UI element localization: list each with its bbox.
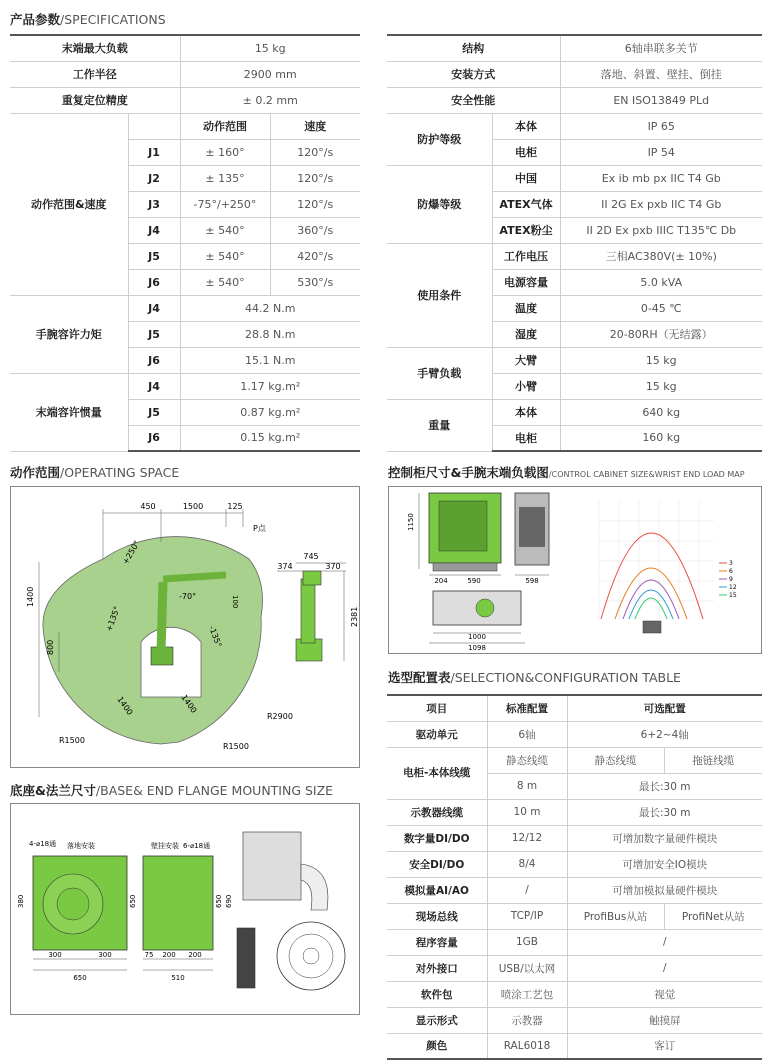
dim-100: 100 [231, 595, 239, 609]
dim-2381: 2381 [350, 606, 359, 627]
holes-4: 4-⌀18通 [29, 840, 57, 848]
base-flange-diagram [10, 803, 360, 1015]
load-legend [719, 560, 737, 599]
svg-text:9: 9 [729, 576, 733, 583]
radius-1500-right: R1500 [223, 742, 249, 751]
dim-1500: 1500 [182, 502, 204, 511]
base-wall-view [143, 856, 213, 950]
dim-1150: 1150 [407, 513, 415, 531]
svg-text:3: 3 [729, 560, 733, 567]
svg-text:15: 15 [729, 592, 737, 599]
dim-1400-right: 1400 [179, 692, 199, 715]
specs-title: 产品参数/SPECIFICATIONS [10, 12, 166, 27]
flange-side [237, 928, 255, 988]
dim-650-v: 650 [129, 894, 137, 908]
dim-380: 380 [17, 894, 25, 908]
angle-minus-70: -70° [179, 592, 197, 601]
dim-374: 374 [277, 562, 293, 571]
dim-125: 125 [227, 502, 243, 511]
wrist-flange [643, 621, 661, 633]
lower-arm [161, 582, 163, 652]
dim-200-a: 200 [162, 951, 176, 959]
operating-space-diagram [10, 486, 360, 768]
wall-mount-label: 壁挂安装 [151, 842, 179, 850]
load-curve-3 [601, 533, 703, 619]
upper-arm [163, 575, 226, 579]
base-title: 底座&法兰尺寸/BASE& END FLANGE MOUNTING SIZE [10, 783, 334, 798]
cabinet-title: 控制柜尺寸&手腕末端负载图/CONTROL CABINET SIZE&WRIST END LOAD MAP [388, 465, 745, 480]
angle-plus-135: +135° [104, 605, 122, 633]
dim-800: 800 [46, 639, 55, 655]
config-title: 选型配置表/SELECTION&CONFIGURATION TABLE [388, 670, 681, 685]
dim-745: 745 [303, 552, 319, 561]
angle-minus-135: -135° [207, 624, 224, 649]
radius-2900: R2900 [267, 712, 293, 721]
p-point: P点 [253, 524, 266, 533]
specs-left-table: 末端最大负载 15 kg 工作半径 2900 mm 重复定位精度 ± 0.2 mm 动作范围&速度 动作范围 速度 J1 ± 160° 120°/s J2 ± 135° 120°/s J3 -75°/+250° 120°/s J4 ± 540° 360°/s J5 ± 540° 420°/s J6 ± 540° 530°/s 手腕容许力矩 J4 44.2 N.m J5 28.8 N.m J6 15.1 N.m 末端容许惯量 J4 1.17 kg.m² J5 0.87 kg.m² J6 0.15 kg.m² [10, 34, 360, 452]
dim-1000: 1000 [468, 633, 486, 641]
config-table: 项目 标准配置 可选配置 驱动单元 6轴 6+2~4轴 电柜-本体线缆 静态线缆 静态线缆 拖链线缆 8 m 最长:30 m 示教器线缆 10 m 最长:30 m 数字量DI/DO 12/12 可增加数字量硬件模块 安全DI/DO 8/4 可增加安全IO模块 模拟量AI/AO / 可增加模拟量硬件模块 现场总线 TCP/IP ProfiBus从站 ProfiNet从站 程序容量 1GB / 对外接口 USB/以太网 / 软件包 喷涂工艺包 视觉 显示形式 示教器 触摸屏 颜色 RAL6018 客订 [387, 694, 762, 1060]
dim-510: 510 [171, 974, 185, 982]
dim-650-h: 650 [73, 974, 87, 982]
svg-text:6: 6 [729, 568, 733, 575]
flange-face [277, 922, 345, 990]
dim-450: 450 [140, 502, 156, 511]
svg-text:12: 12 [729, 584, 737, 591]
operating-title: 动作范围/OPERATING SPACE [10, 465, 180, 480]
dim-690: 690 [225, 894, 233, 908]
dim-1098: 1098 [468, 644, 486, 652]
dim-300-b: 300 [98, 951, 112, 959]
wrist-side-view [243, 832, 301, 900]
cabinet-diagram [388, 486, 762, 654]
load-curve-15 [635, 598, 667, 619]
radius-1500-left: R1500 [59, 736, 85, 745]
dim-200-b: 200 [188, 951, 202, 959]
dim-370: 370 [325, 562, 341, 571]
floor-mount-label: 落地安装 [67, 842, 95, 850]
dim-1400-vertical: 1400 [26, 586, 35, 607]
side-view-column [301, 579, 315, 643]
dim-1400-left: 1400 [115, 694, 135, 717]
dim-204: 204 [434, 577, 448, 585]
dim-598: 598 [525, 577, 539, 585]
specs-right-table: 结构 6轴串联多关节 安装方式 落地、斜置、壁挂、倒挂 安全性能 EN ISO13849 PLd 防护等级 本体 IP 65 电柜 IP 54 防爆等级 中国 Ex ib mb px IIC T4 Gb ATEX气体 II 2G Ex pxb IIC T4 Gb ATEX粉尘 II 2D Ex pxb IIIC T135℃ Db 使用条件 工作电压 三相AC380V(± 10%) 电源容量 5.0 kVA 温度 0-45 ℃ 湿度 20-80RH（无结露） 手臂负载 大臂 15 kg 小臂 15 kg 重量 本体 640 kg 电柜 160 kg [387, 34, 762, 452]
load-curve-12 [629, 590, 673, 619]
angle-plus-250: +250° [120, 538, 142, 566]
load-map [599, 501, 714, 619]
holes-6: 6-⌀18通 [183, 842, 211, 850]
dim-650-c: 650 [215, 894, 223, 908]
dim-75: 75 [144, 951, 154, 959]
dim-590: 590 [467, 577, 481, 585]
dim-300-a: 300 [48, 951, 62, 959]
